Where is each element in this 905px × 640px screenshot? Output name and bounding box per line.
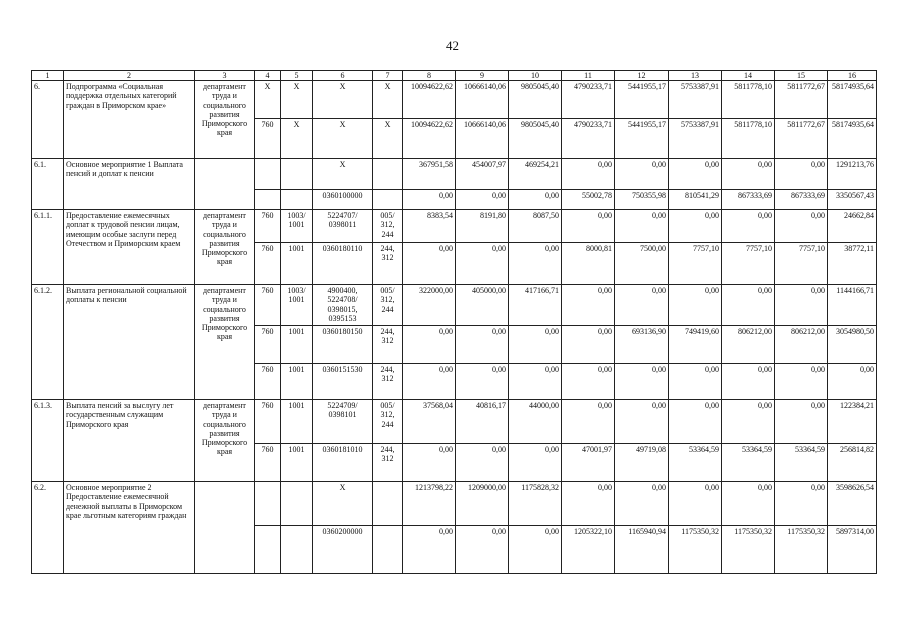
cell-value: 58174935,64 — [828, 81, 877, 119]
cell-value: 7757,10 — [722, 243, 775, 285]
cell-value: 693136,90 — [615, 326, 669, 364]
cell-value: 4900400, 5224708/ 0398015, 0395153 — [313, 285, 373, 326]
cell-value: 0,00 — [722, 482, 775, 526]
cell-value: 1175350,32 — [722, 526, 775, 574]
cell-value: X — [313, 81, 373, 119]
cell-value: 0,00 — [562, 364, 615, 400]
cell-value: 867333,69 — [722, 190, 775, 210]
cell-value: 58174935,64 — [828, 119, 877, 159]
cell-value: 1003/ 1001 — [281, 210, 313, 243]
cell-value: 0,00 — [509, 526, 562, 574]
cell-value: 7500,00 — [615, 243, 669, 285]
cell-value: X — [373, 81, 403, 119]
cell-value: 0360181010 — [313, 444, 373, 482]
cell-value: 0,00 — [509, 243, 562, 285]
row-name: Основное мероприятие 2 Предоставление ежемесячной денежной выплаты в Приморском крае льготным категориям граждан — [64, 482, 195, 574]
cell-value — [373, 159, 403, 190]
cell-value: 0,00 — [722, 400, 775, 444]
cell-value: X — [313, 159, 373, 190]
cell-value: 0,00 — [456, 326, 509, 364]
cell-value: 0,00 — [775, 400, 828, 444]
cell-value: 40816,17 — [456, 400, 509, 444]
col-header: 4 — [255, 71, 281, 81]
cell-value: 1144166,71 — [828, 285, 877, 326]
cell-value: 469254,21 — [509, 159, 562, 190]
cell-value: 760 — [255, 444, 281, 482]
cell-value: 55002,78 — [562, 190, 615, 210]
page-number: 42 — [446, 38, 459, 53]
cell-value: 5811778,10 — [722, 81, 775, 119]
cell-value — [281, 190, 313, 210]
col-header: 6 — [313, 71, 373, 81]
cell-value: 0,00 — [403, 526, 456, 574]
cell-value: 38772,11 — [828, 243, 877, 285]
cell-value: 4790233,71 — [562, 81, 615, 119]
cell-value: 8383,54 — [403, 210, 456, 243]
cell-value: 0,00 — [669, 210, 722, 243]
cell-value — [281, 482, 313, 526]
cell-value: 0,00 — [456, 190, 509, 210]
cell-value: 0,00 — [509, 444, 562, 482]
cell-value: 0,00 — [403, 364, 456, 400]
cell-value: 760 — [255, 119, 281, 159]
cell-value: 49719,08 — [615, 444, 669, 482]
budget-table — [31, 70, 877, 574]
cell-value: 0,00 — [722, 364, 775, 400]
row-name: Предоставление ежемесячных доплат к трудовой пенсии лицам, имеющим особые заслуги перед Отечеством и Приморским краем — [64, 210, 195, 285]
cell-value — [373, 526, 403, 574]
col-header: 10 — [509, 71, 562, 81]
col-header: 11 — [562, 71, 615, 81]
header-row — [32, 71, 877, 81]
cell-value: 1175350,32 — [669, 526, 722, 574]
row-number: 6.1.3. — [32, 400, 64, 482]
cell-value: 244, 312 — [373, 326, 403, 364]
cell-value: 0,00 — [562, 210, 615, 243]
cell-value: 1165940,94 — [615, 526, 669, 574]
cell-value — [255, 526, 281, 574]
cell-value: 405000,00 — [456, 285, 509, 326]
cell-value: 0,00 — [615, 210, 669, 243]
cell-value: 122384,21 — [828, 400, 877, 444]
cell-value: 9805045,40 — [509, 81, 562, 119]
cell-value — [255, 159, 281, 190]
cell-value: 0,00 — [669, 285, 722, 326]
row-executor: департамент труда и социального развития Приморского края — [195, 210, 255, 285]
cell-value: 1001 — [281, 243, 313, 285]
cell-value: 760 — [255, 243, 281, 285]
cell-value: 0,00 — [775, 210, 828, 243]
row-executor: департамент труда и социального развития Приморского края — [195, 81, 255, 159]
cell-value: 1291213,76 — [828, 159, 877, 190]
cell-value: 1001 — [281, 400, 313, 444]
row-name: Основное мероприятие 1 Выплата пенсий и доплат к пенсии — [64, 159, 195, 210]
cell-value: 0,00 — [403, 243, 456, 285]
cell-value: 244, 312 — [373, 364, 403, 400]
cell-value: X — [313, 119, 373, 159]
cell-value: 1003/ 1001 — [281, 285, 313, 326]
cell-value: 47001,97 — [562, 444, 615, 482]
cell-value: 8000,81 — [562, 243, 615, 285]
cell-value: 0,00 — [509, 326, 562, 364]
cell-value: 0,00 — [775, 285, 828, 326]
cell-value — [373, 482, 403, 526]
row-executor: департамент труда и социального развития Приморского края — [195, 285, 255, 400]
cell-value: 244, 312 — [373, 243, 403, 285]
cell-value: 0,00 — [456, 444, 509, 482]
cell-value: 0,00 — [669, 159, 722, 190]
col-header: 15 — [775, 71, 828, 81]
row-number: 6.1.1. — [32, 210, 64, 285]
cell-value: 3054980,50 — [828, 326, 877, 364]
cell-value: 454007,97 — [456, 159, 509, 190]
cell-value: 0,00 — [722, 210, 775, 243]
cell-value: 0,00 — [562, 285, 615, 326]
cell-value: 10666140,06 — [456, 81, 509, 119]
row-name: Выплата региональной социальной доплаты к пенсии — [64, 285, 195, 400]
cell-value: 5753387,91 — [669, 119, 722, 159]
cell-value: 7757,10 — [775, 243, 828, 285]
col-header: 14 — [722, 71, 775, 81]
cell-value: 244, 312 — [373, 444, 403, 482]
cell-value: 256814,82 — [828, 444, 877, 482]
col-header: 16 — [828, 71, 877, 81]
cell-value: 5753387,91 — [669, 81, 722, 119]
cell-value: 53364,59 — [722, 444, 775, 482]
cell-value: 0,00 — [456, 243, 509, 285]
cell-value — [281, 526, 313, 574]
cell-value: 0,00 — [775, 159, 828, 190]
cell-value: 0,00 — [669, 482, 722, 526]
cell-value: 0,00 — [562, 159, 615, 190]
cell-value: 760 — [255, 285, 281, 326]
cell-value: 5897314,00 — [828, 526, 877, 574]
row-executor: департамент труда и социального развития Приморского края — [195, 400, 255, 482]
cell-value: 1001 — [281, 326, 313, 364]
cell-value — [255, 482, 281, 526]
cell-value: 806212,00 — [775, 326, 828, 364]
row-number: 6.1.2. — [32, 285, 64, 400]
cell-value: 5224707/ 0398011 — [313, 210, 373, 243]
col-header: 12 — [615, 71, 669, 81]
table-row — [32, 400, 877, 444]
row-number: 6.1. — [32, 159, 64, 210]
row-name: Подпрограмма «Социальная поддержка отдельных категорий граждан в Приморском крае» — [64, 81, 195, 159]
cell-value: 0360200000 — [313, 526, 373, 574]
table-row — [32, 210, 877, 243]
cell-value — [373, 190, 403, 210]
cell-value: X — [281, 119, 313, 159]
cell-value: 0,00 — [403, 190, 456, 210]
cell-value: 0,00 — [562, 400, 615, 444]
col-header: 3 — [195, 71, 255, 81]
cell-value: 0,00 — [615, 364, 669, 400]
cell-value: 0,00 — [615, 400, 669, 444]
cell-value: 0,00 — [562, 482, 615, 526]
cell-value: 0,00 — [828, 364, 877, 400]
cell-value: 867333,69 — [775, 190, 828, 210]
cell-value: 810541,29 — [669, 190, 722, 210]
col-header: 13 — [669, 71, 722, 81]
cell-value: 53364,59 — [669, 444, 722, 482]
cell-value: 5811772,67 — [775, 119, 828, 159]
cell-value: 4790233,71 — [562, 119, 615, 159]
cell-value: 5224709/ 0398101 — [313, 400, 373, 444]
cell-value: 0,00 — [562, 326, 615, 364]
cell-value: 0360151530 — [313, 364, 373, 400]
cell-value: 0,00 — [456, 364, 509, 400]
cell-value: 0,00 — [775, 482, 828, 526]
col-header: 7 — [373, 71, 403, 81]
cell-value — [281, 159, 313, 190]
row-name: Выплата пенсий за выслугу лет государственным служащим Приморского края — [64, 400, 195, 482]
cell-value: 0360180150 — [313, 326, 373, 364]
cell-value: 367951,58 — [403, 159, 456, 190]
cell-value: 0,00 — [403, 326, 456, 364]
row-executor — [195, 159, 255, 210]
cell-value: 8191,80 — [456, 210, 509, 243]
cell-value: 417166,71 — [509, 285, 562, 326]
cell-value: 0,00 — [403, 444, 456, 482]
cell-value: 8087,50 — [509, 210, 562, 243]
cell-value: 0,00 — [722, 285, 775, 326]
cell-value: 1209000,00 — [456, 482, 509, 526]
cell-value: 53364,59 — [775, 444, 828, 482]
cell-value: 0,00 — [722, 159, 775, 190]
cell-value: X — [313, 482, 373, 526]
cell-value: 7757,10 — [669, 243, 722, 285]
cell-value: 3598626,54 — [828, 482, 877, 526]
cell-value: X — [255, 81, 281, 119]
col-header: 1 — [32, 71, 64, 81]
cell-value: 44000,00 — [509, 400, 562, 444]
cell-value: 0,00 — [615, 482, 669, 526]
cell-value: X — [373, 119, 403, 159]
cell-value: 10666140,06 — [456, 119, 509, 159]
table-row — [32, 81, 877, 119]
cell-value: 005/ 312, 244 — [373, 285, 403, 326]
cell-value: 322000,00 — [403, 285, 456, 326]
cell-value: 760 — [255, 210, 281, 243]
cell-value: 005/ 312, 244 — [373, 400, 403, 444]
cell-value: 0,00 — [669, 400, 722, 444]
col-header: 8 — [403, 71, 456, 81]
cell-value: 0360100000 — [313, 190, 373, 210]
cell-value: 005/ 312, 244 — [373, 210, 403, 243]
cell-value: 1001 — [281, 444, 313, 482]
cell-value: 0360180110 — [313, 243, 373, 285]
cell-value: 1175828,32 — [509, 482, 562, 526]
cell-value: 5811772,67 — [775, 81, 828, 119]
cell-value: 749419,60 — [669, 326, 722, 364]
table-row — [32, 159, 877, 190]
col-header: 9 — [456, 71, 509, 81]
cell-value — [255, 190, 281, 210]
cell-value: 9805045,40 — [509, 119, 562, 159]
table-row — [32, 285, 877, 326]
cell-value: 5441955,17 — [615, 81, 669, 119]
cell-value: 3350567,43 — [828, 190, 877, 210]
col-header: 5 — [281, 71, 313, 81]
cell-value: 10094622,62 — [403, 119, 456, 159]
row-number: 6.2. — [32, 482, 64, 574]
cell-value: 760 — [255, 364, 281, 400]
cell-value: 1205322,10 — [562, 526, 615, 574]
cell-value: 1175350,32 — [775, 526, 828, 574]
cell-value: 760 — [255, 400, 281, 444]
cell-value: 5811778,10 — [722, 119, 775, 159]
col-header: 2 — [64, 71, 195, 81]
cell-value: 0,00 — [456, 526, 509, 574]
cell-value: 0,00 — [615, 159, 669, 190]
row-executor — [195, 482, 255, 574]
cell-value: 24662,84 — [828, 210, 877, 243]
cell-value: 5441955,17 — [615, 119, 669, 159]
cell-value: 0,00 — [775, 364, 828, 400]
row-number: 6. — [32, 81, 64, 159]
cell-value: 37568,04 — [403, 400, 456, 444]
cell-value: 1001 — [281, 364, 313, 400]
cell-value: 10094622,62 — [403, 81, 456, 119]
cell-value: 1213798,22 — [403, 482, 456, 526]
table-row — [32, 482, 877, 526]
cell-value: 0,00 — [615, 285, 669, 326]
cell-value: 760 — [255, 326, 281, 364]
cell-value: 806212,00 — [722, 326, 775, 364]
cell-value: 750355,98 — [615, 190, 669, 210]
cell-value: 0,00 — [509, 190, 562, 210]
cell-value: 0,00 — [669, 364, 722, 400]
cell-value: X — [281, 81, 313, 119]
cell-value: 0,00 — [509, 364, 562, 400]
